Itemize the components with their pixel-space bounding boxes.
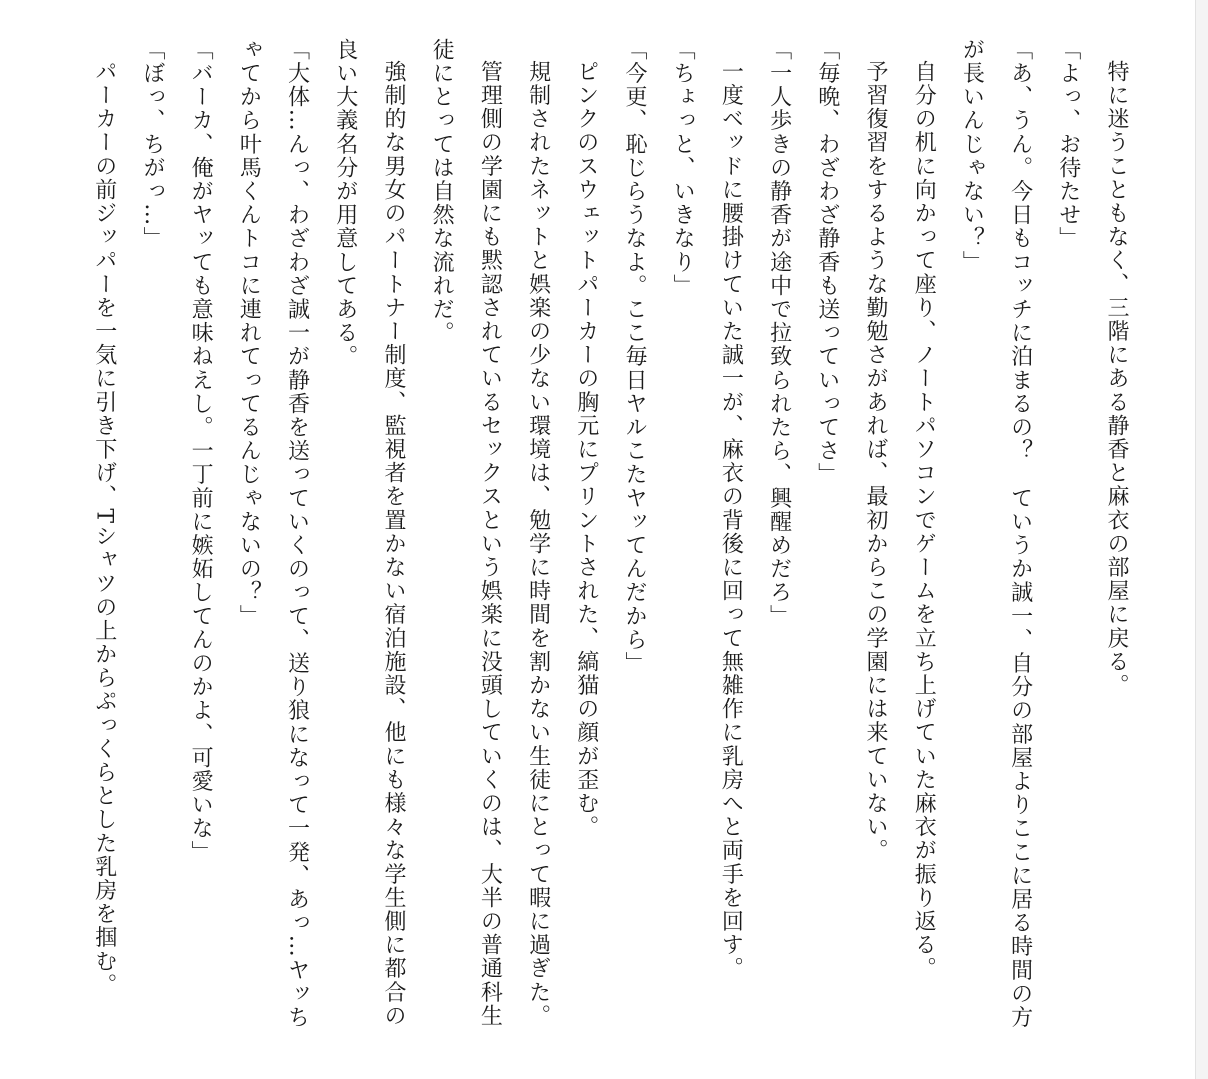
dialogue-line: 「一人歩きの静香が途中で拉致られたら、興醒めだろ」 [766,38,792,628]
dialogue-line: 「毎晩、わざわざ静香も送っていってさ」 [814,38,840,487]
paragraph: 強制的な男女のパートナー制度、監視者を置かない宿泊施設、他にも様々な学生側に都合の良い大義名分が用意してある。 [332,38,406,1028]
paragraph: 自分の机に向かって座り、ノートパソコンでゲームを立ち上げていた麻衣が振り返る。 [911,60,937,981]
paragraph: パーカーの前ジッパーを一気に引き下げ、Tシャツの上からぷっくらとした乳房を掴む。 [91,60,117,997]
dialogue-line: 「今更、恥じらうなよ。ここ毎日ヤルこたヤッてんだから」 [621,38,647,676]
page-scroll-edge[interactable] [1195,0,1208,1079]
paragraph: 特に迷うこともなく、三階にある静香と麻衣の部屋に戻る。 [1104,60,1129,698]
paragraph: 一度ベッドに腰掛けていた誠一が、麻衣の背後に回って無雑作に乳房へと両手を回す。 [718,60,744,981]
dialogue-line: 「バーカ、俺がヤッても意味ねえし。一丁前に嫉妬してんのかよ、可愛いな」 [188,38,214,864]
paragraph: 予習復習をするような勤勉さがあれば、最初からこの学園には来ていない。 [862,60,888,863]
vertical-text-body [80,38,1140,1048]
dialogue-line: 「大体…んっ、わざわざ誠一が静香を送っていくのって、送り狼になって一発、あっ…ヤッちゃてから叶馬くんトコに連れてってるんじゃないの？」 [236,38,310,1030]
dialogue-line: 「よっ、お待たせ」 [1055,38,1081,251]
dialogue-line: 「ちょっと、いきなり」 [670,38,696,298]
paragraph: ピンクのスウェットパーカーの胸元にプリントされた、縞猫の顔が歪む。 [573,60,599,839]
paragraph: 規制されたネットと娯楽の少ない環境は、勉学に時間を割かない生徒にとって暇に過ぎた。 [525,60,551,1028]
paragraph: 管理側の学園にも黙認されているセックスという娯楽に没頭していくのは、大半の普通科生徒にとっては自然な流れだ。 [429,38,503,1028]
dialogue-line: 「あ、うん。今日もコッチに泊まるの？ ていうか誠一、自分の部屋よりここに居る時間の方が長いんじゃない？」 [959,38,1033,1030]
dialogue-line: 「ぼっ、ちがっ…」 [139,38,165,251]
